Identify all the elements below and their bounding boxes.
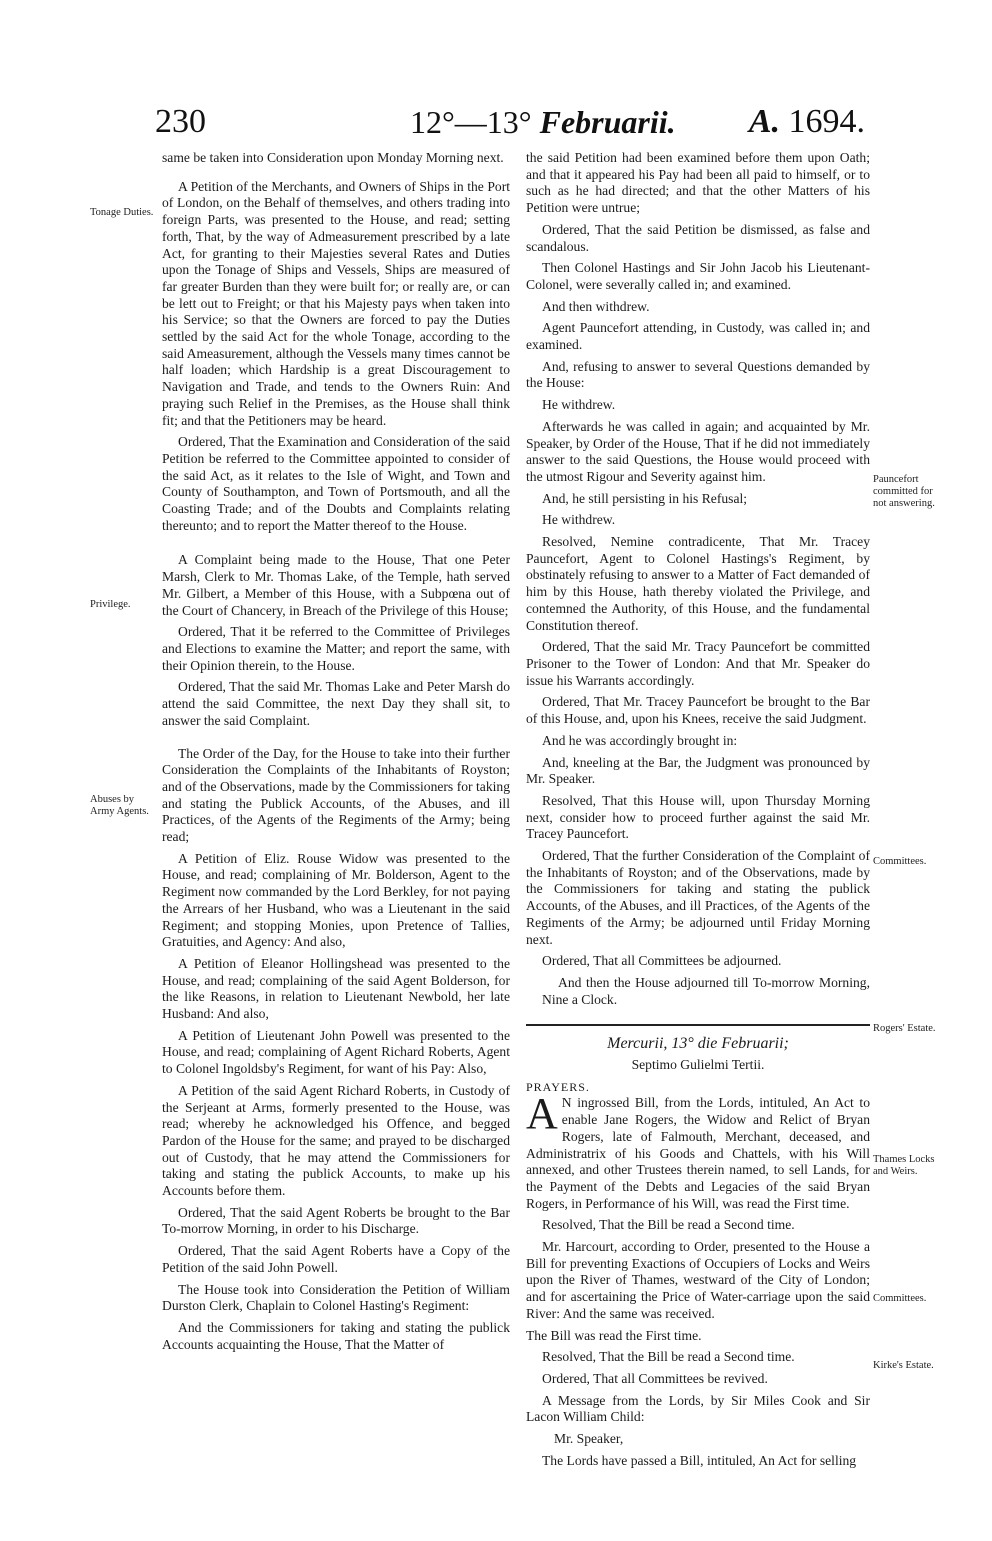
page-number: 230 bbox=[155, 103, 206, 140]
paragraph: Ordered, That all Committees be adjourned. bbox=[542, 953, 782, 969]
paragraph: And, refusing to answer to several Questions demanded by the House: bbox=[526, 358, 870, 391]
prayers-heading: PRAYERS. bbox=[526, 1079, 590, 1094]
paragraph: A Petition of the said Agent Richard Roberts, in Custody of the Serjeant at Arms, formerly presented to the House, was read; whereby he acknowledged his Offence, and begged Pardon of the House for the same; and prayed to be discharged out of Custody, that he may attend the Commissioners for taking and stating the publick Accounts, to make up his Accounts before them. bbox=[162, 1082, 510, 1199]
paragraph: A Petition of Eleanor Hollingshead was presented to the House, and read; complaining of the said Agent Bolderson, for the like Reasons, in relation to Lieutenant Newbold, her late Husband: And also, bbox=[162, 955, 510, 1022]
day-subtitle: Septimo Gulielmi Tertii. bbox=[631, 1057, 765, 1073]
paragraph: And he was accordingly brought in: bbox=[542, 732, 738, 748]
paragraph: Agent Pauncefort attending, in Custody, was called in; and examined. bbox=[526, 320, 870, 353]
paragraph-resolution: Resolved, Nemine contradicente, That Mr. Tracey Pauncefort, Agent to Colonel Hastings's Regiment, by obstinately refusing to answer to a Matter of Fact demanded of him by this House, hath thereby violated the Privilege, and contemned the Authority, of this House, and the fundamental Constitution thereof. bbox=[526, 534, 870, 633]
paragraph: Afterwards he was called in again; and acquainted by Mr. Speaker, by Order of the House, That if he did not immediately answer to the said Questions, the House would proceed with the utmost Rigour and Severity against him. bbox=[526, 418, 870, 484]
paragraph: Ordered, That the said Agent Roberts be brought to the Bar To-morrow Morning, in order to his Discharge. bbox=[162, 1204, 510, 1237]
paragraph: Mr. Speaker, bbox=[554, 1431, 624, 1447]
paragraph: And the Commissioners for taking and stating the publick Accounts acquainting the House, That the Matter of bbox=[162, 1320, 510, 1352]
paragraph-tonage-petition: A Petition of the Merchants, and Owners of Ships in the Port of London, on the Behalf of themselves, and others trading into foreign Parts, was presented to the House, and read; setting forth, That, by the way of Admeasurement prescribed by a late Act, for granting to their Majesties several Rates and Duties upon the Tonage of Ships and Vessels, Ships are measured of far greater Burden than they were built for; or really are, or can be lett out to Freight; or that his Majesty pays when taken into his Service; so that the Owners are forced to pay the Duties settled by the said Act for the whole Tonage, according to the said Ameasurement, although the Vessels many times cannot be half loaden; which Hardship is a great Discouragement to Navigation and Trade, and tends to the Owners Ruin: And praying such Relief in the Premises, as the House shall think fit; and that the Petitioners may be heard. bbox=[162, 178, 510, 428]
paragraph: Ordered, That the said Mr. Tracy Pauncefort be committed Prisoner to the Tower of London: And that Mr. Speaker do issue his Warrants accordingly. bbox=[526, 639, 870, 688]
paragraph: same be taken into Consideration upon Monday Morning next. bbox=[162, 150, 504, 165]
paragraph-privilege-complaint: A Complaint being made to the House, That one Peter Marsh, Clerk to Mr. Thomas Lake, of the Temple, hath served Mr. Gilbert, a Member of this House, with a Subpœna out of the Court of Chancery, in Breach of the Privilege of this House; bbox=[162, 552, 510, 618]
margin-note-tonage: Tonage Duties. bbox=[90, 207, 154, 218]
paragraph: Resolved, That the Bill be read a Second time. bbox=[542, 1349, 795, 1365]
paragraph-order-of-day: The Order of the Day, for the House to take into their further Consideration the Complaints of the Inhabitants of Royston; and of the Observations, made by the Commissioners for taking and stating the Publick Accounts, of the Abuses, and ill Practices, of the Agents of the Regiments of the Army; being read; bbox=[162, 745, 510, 845]
right-column bbox=[526, 150, 870, 1475]
day-title bbox=[526, 1036, 870, 1053]
drop-cap: A bbox=[526, 1089, 558, 1139]
paragraph: the said Petition had been examined before them upon Oath; and that it appeared his Pay had been all paid to himself, or to such as he had directed; and that the other Matters of his Petition were untrue; bbox=[526, 150, 870, 216]
margin-note-thames: Thames Locks and Weirs. bbox=[873, 1154, 935, 1177]
paragraph: And then withdrew. bbox=[542, 298, 650, 314]
page-header bbox=[0, 102, 992, 146]
paragraph: He withdrew. bbox=[542, 512, 616, 528]
paragraph: A Petition of Eliz. Rouse Widow was presented to the House, and read; complaining of Mr. Bolderson, Agent to the Regiment now commanded by the Lord Berkley, for not paying the Arrears of her Husband, who was a Lieutenant in the said Regiment; and stopping Monies, upon Pretence of Tallies, Gratuities, and Agency: And also, bbox=[162, 850, 510, 950]
margin-note-rogers: Rogers' Estate. bbox=[873, 1023, 936, 1034]
paragraph: A Message from the Lords, by Sir Miles Cook and Sir Lacon William Child: bbox=[526, 1392, 870, 1425]
paragraph: He withdrew. bbox=[542, 397, 616, 413]
section-divider bbox=[526, 1024, 870, 1026]
margin-note-kirke: Kirke's Estate. bbox=[873, 1360, 934, 1371]
paragraph: Ordered, That the Examination and Consideration of the said Petition be referred to the Committee appointed to consider of the said Act, as it relates to the Isle of Wight, and Town and County of Southampton, and Town of Portsmouth, and all the Coasting Trade; and of the Doubts and Complaints relating thereunto; and to report the Matter thereof to the House. bbox=[162, 434, 510, 533]
paragraph: N ingrossed Bill, from the Lords, intituled, An Act to enable Jane Rogers, the Widow and Relict of Bryan Rogers, late of Falmouth, Merchant, deceased, and Administratrix of his Goods and Chattels, with his Will annexed, and other Trustees therein named, to sell Lands, for the Payment of the Debts and Legacies of the said Bryan Rogers, in Performance of his Will, was read the First time. bbox=[526, 1095, 870, 1211]
paragraph: Resolved, That the Bill be read a Second time. bbox=[542, 1217, 795, 1233]
margin-note-pauncefort: Pauncefort committed for not answering. bbox=[873, 474, 935, 509]
paragraph: Ordered, That all Committees be revived. bbox=[542, 1371, 768, 1386]
paragraph: And, kneeling at the Bar, the Judgment was pronounced by Mr. Speaker. bbox=[526, 754, 870, 787]
margin-note-privilege: Privilege. bbox=[90, 599, 131, 610]
header-year bbox=[735, 102, 865, 142]
header-year-number: 1694. bbox=[788, 103, 865, 140]
rogers-bill-paragraph bbox=[526, 1089, 870, 1212]
paragraph: Resolved, That this House will, upon Thursday Morning next, consider how to proceed further against the said Mr. Tracey Pauncefort. bbox=[526, 792, 870, 842]
paragraph: The House took into Consideration the Petition of William Durston Clerk, Chaplain to Colonel Hasting's Regiment: bbox=[162, 1281, 510, 1314]
left-column bbox=[162, 150, 510, 1358]
paragraph: And, he still persisting in his Refusal; bbox=[542, 490, 748, 506]
margin-note-abuses: Abuses by Army Agents. bbox=[90, 794, 149, 817]
paragraph: A Petition of Lieutenant John Powell was presented to the House, and read; complaining of Agent Richard Roberts, Agent to Colonel Ingoldsby's Regiment, for want of his Pay: Also, bbox=[162, 1027, 510, 1077]
header-date bbox=[410, 102, 676, 142]
paragraph: Then Colonel Hastings and Sir John Jacob his Lieutenant-Colonel, were severally called in; and examined. bbox=[526, 260, 870, 292]
header-month: Februarii. bbox=[539, 104, 676, 140]
paragraph: Ordered, That the said Mr. Thomas Lake and Peter Marsh do attend the said Committee, the next Day they shall sit, to answer the said Complaint. bbox=[162, 679, 510, 728]
paragraph-harcourt-bill: Mr. Harcourt, according to Order, presented to the House a Bill for preventing Exactions of Occupiers of Locks and Weirs upon the River of Thames, westward of the City of London; and for ascertaining the Price of Water-carriage upon the said River: And the same was received. bbox=[526, 1239, 870, 1321]
header-day-range: 12°—13° bbox=[410, 104, 532, 140]
day-title-text: Mercurii, 13° die Februarii; bbox=[607, 1035, 789, 1053]
paragraph: Ordered, That Mr. Tracey Pauncefort be brought to the Bar of this House, and, upon his Knees, receive the said Judgment. bbox=[526, 694, 870, 727]
paragraph: Ordered, That the further Consideration of the Complaint of the Inhabitants of Royston; and of the Observations, made by the Commissioners for taking and stating the publick Accounts, of the Abuses, and ill Practices, of the Agents of the Regiments of the Army; be adjourned until Friday Morning next. bbox=[526, 848, 870, 947]
paragraph-adjournment: And then the House adjourned till To-morrow Morning, Nine a Clock. bbox=[542, 974, 870, 1007]
paragraph: Ordered, That it be referred to the Committee of Privileges and Elections to examine the Matter; and report the same, with their Opinion therein, to the House. bbox=[162, 624, 510, 673]
margin-note-committees-2: Committees. bbox=[873, 1293, 927, 1304]
paragraph: Ordered, That the said Agent Roberts have a Copy of the Petition of the said John Powell. bbox=[162, 1243, 510, 1275]
paragraph: The Lords have passed a Bill, intituled, An Act for selling bbox=[542, 1452, 857, 1468]
paragraph: The Bill was read the First time. bbox=[526, 1327, 702, 1343]
header-year-letter: A. bbox=[748, 103, 780, 140]
margin-note-committees-1: Committees. bbox=[873, 856, 927, 867]
paragraph: Ordered, That the said Petition be dismissed, as false and scandalous. bbox=[526, 221, 870, 254]
